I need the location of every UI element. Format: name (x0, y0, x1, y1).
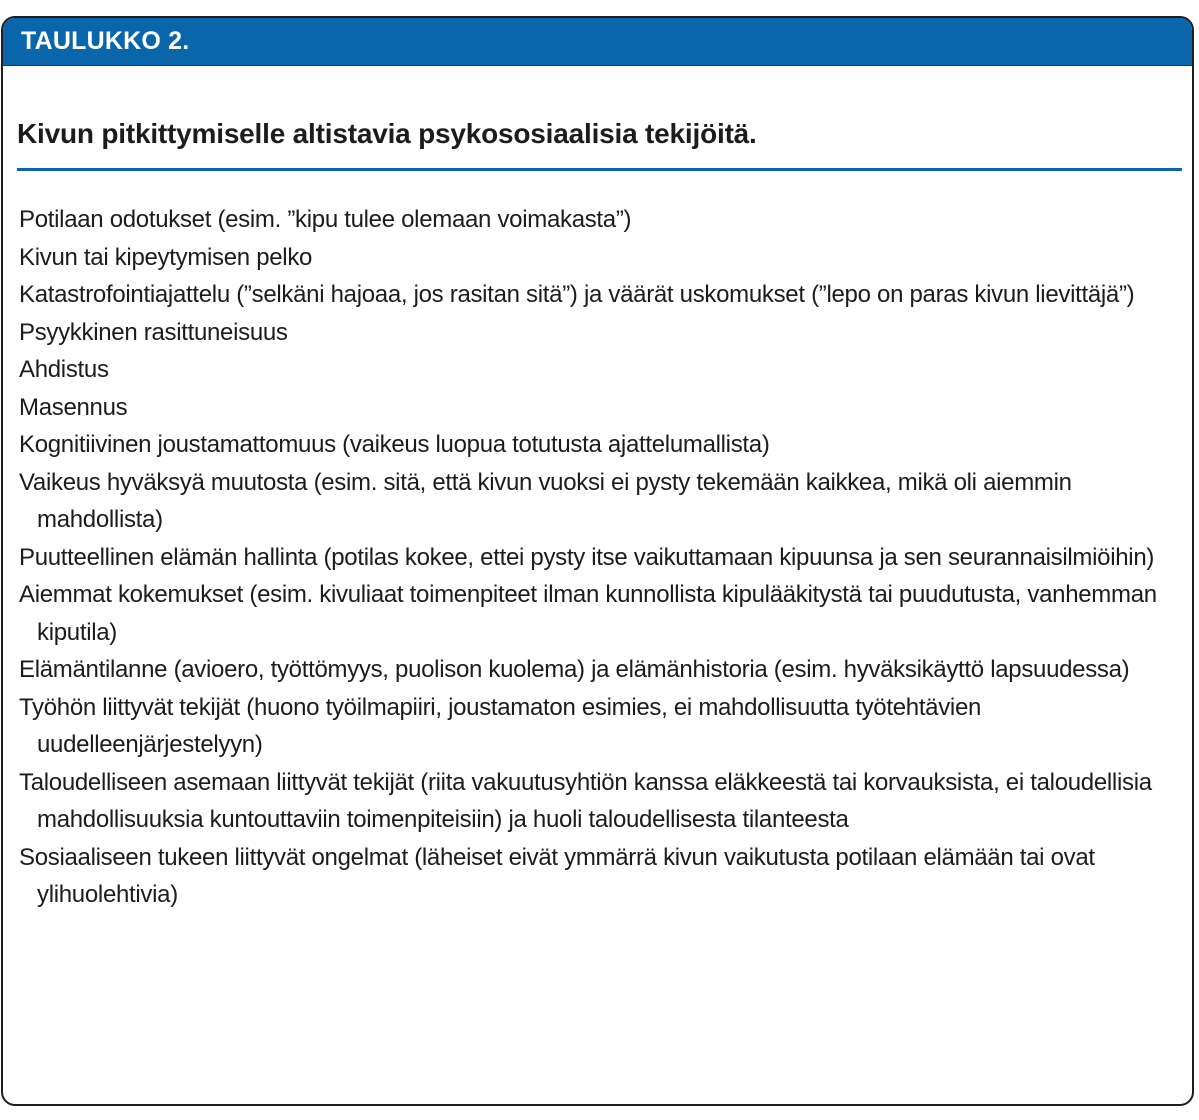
list-item: Masennus (19, 393, 128, 421)
list-item: Elämäntilanne (avioero, työttömyys, puolison kuolema) ja elämänhistoria (esim. hyväksikäyttö lapsuudessa) (19, 656, 1130, 683)
table-box (1, 16, 1194, 1106)
table-label: TAULUKKO 2. (21, 27, 190, 55)
table-title: Kivun pitkittymiselle altistavia psykososiaalisia tekijöitä. (17, 118, 757, 149)
list-item: Työhön liittyvät tekijät (huono työilmapiiri, joustamaton esimies, ei mahdollisuutta työtehtävien uudelleenjärjestelyyn) (19, 693, 982, 758)
list-item: Psyykkinen rasittuneisuus (19, 318, 288, 346)
list-item: Kivun tai kipeytymisen pelko (19, 243, 313, 271)
list-item: Vaikeus hyväksyä muutosta (esim. sitä, että kivun vuoksi ei pysty tekemään kaikkea, mikä oli aiemmin mahdollista) (19, 468, 1072, 533)
list-item: Ahdistus (19, 356, 109, 383)
list-item: Puutteellinen elämän hallinta (potilas kokee, ettei pysty itse vaikuttamaan kipuunsa ja sen seurannaisilmiöihin) (19, 543, 1155, 571)
list-item: Katastrofointiajattelu (”selkäni hajoaa, jos rasitan sitä”) ja väärät uskomukset (”lepo on paras kivun lievittäjä”) (19, 281, 1135, 308)
title-divider (17, 168, 1182, 171)
list-item: Kognitiivinen joustamattomuus (vaikeus luopua totutusta ajattelumallista) (19, 431, 770, 458)
factor-list (3, 201, 1192, 914)
list-item: Sosiaaliseen tukeen liittyvät ongelmat (läheiset eivät ymmärrä kivun vaikutusta potilaan elämään tai ovat ylihuolehtivia) (19, 843, 1095, 908)
table-label-bar (3, 18, 1192, 66)
list-item: Taloudelliseen asemaan liittyvät tekijät (riita vakuutusyhtiön kanssa eläkkeestä tai korvauksista, ei taloudellisia mahdollisuuksia kuntouttaviin toimenpiteisiin) ja huoli taloudellisesta tilanteesta (19, 768, 1152, 833)
list-item: Potilaan odotukset (esim. ”kipu tulee olemaan voimakasta”) (19, 206, 632, 233)
list-item: Aiemmat kokemukset (esim. kivuliaat toimenpiteet ilman kunnollista kipulääkitystä tai puudutusta, vanhemman kiputila) (19, 581, 1157, 646)
